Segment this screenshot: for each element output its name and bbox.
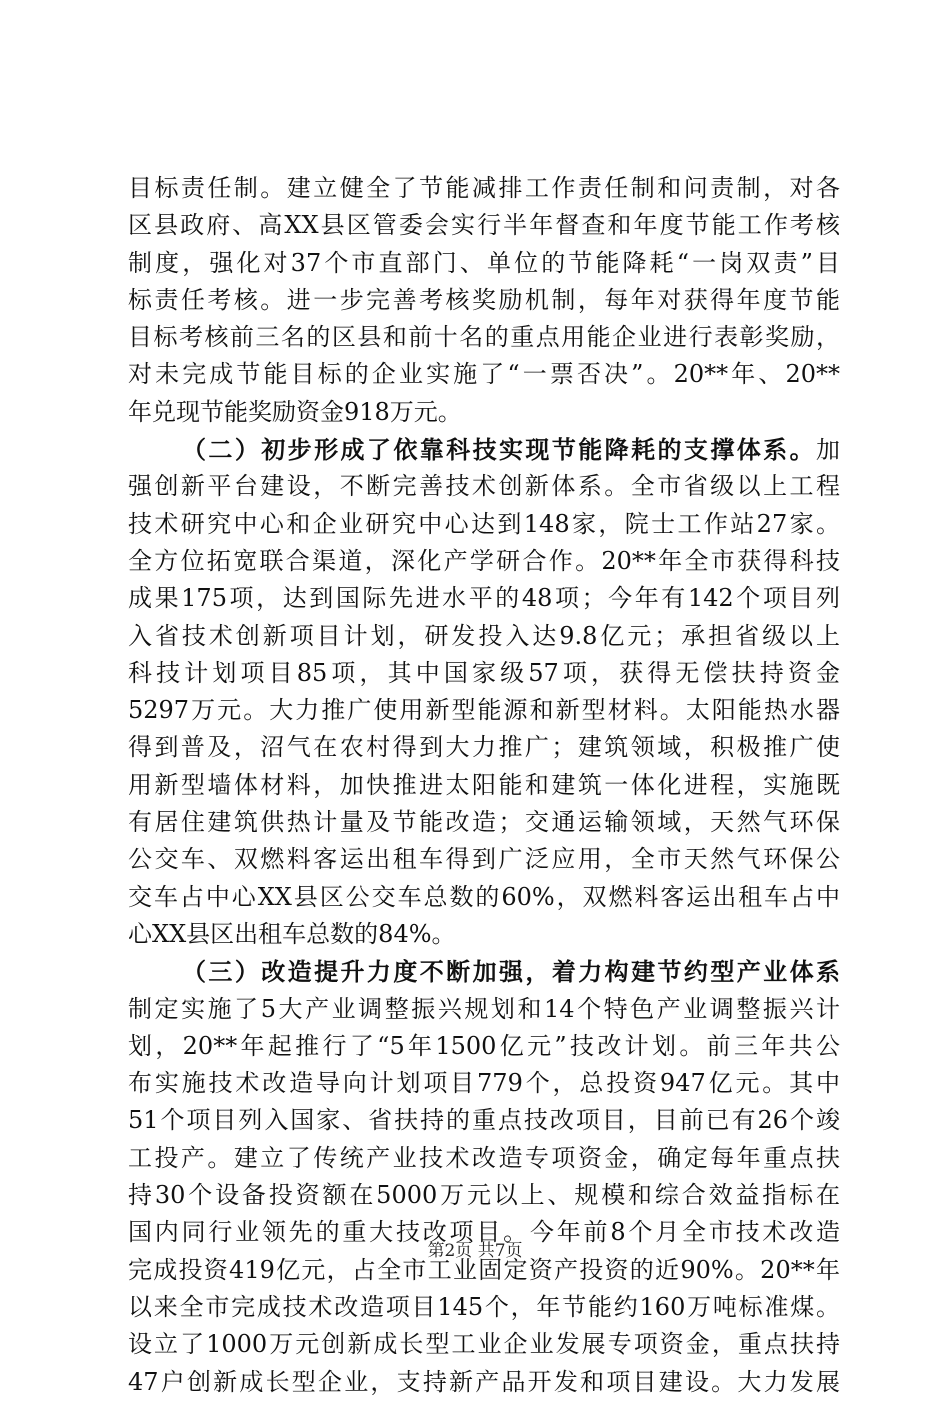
body-text	[128, 170, 840, 1401]
text-line: 公交车、双燃料客运出租车得到广泛应用，全市天然气环保公	[128, 845, 840, 874]
text-line: 科技计划项目85项，其中国家级57项，获得无偿扶持资金	[128, 658, 840, 687]
text-line: 47户创新成长型企业，支持新产品开发和项目建设。大力发展	[128, 1367, 840, 1396]
text-line: 完成投资419亿元，占全市工业固定资产投资的近90%。20**年	[128, 1255, 840, 1284]
text-line: 心XX县区出租车总数的84%。	[128, 919, 456, 948]
text-line: 强创新平台建设，不断完善技术创新体系。全市省级以上工程	[128, 472, 840, 501]
text-line: 用新型墙体材料，加快推进太阳能和建筑一体化进程，实施既	[128, 770, 840, 799]
section-heading: （三）改造提升力度不断加强，着力构建节约型产业体系	[182, 957, 840, 987]
text-line: 持30个设备投资额在5000万元以上、规模和综合效益指标在	[128, 1181, 840, 1210]
text-line: 全方位拓宽联合渠道，深化产学研合作。20**年全市获得科技	[128, 546, 840, 575]
text-run: 加	[816, 436, 840, 465]
text-line: 国内同行业领先的重大技改项目。今年前8个月全市技术改造	[128, 1218, 840, 1247]
text-line: 成果175项，达到国际先进水平的48项；今年有142个项目列	[128, 584, 840, 613]
text-line: 制度，强化对37个市直部门、单位的节能降耗“一岗双责”目	[128, 248, 840, 277]
text-line: 制定实施了5大产业调整振兴规划和14个特色产业调整振兴计	[128, 994, 840, 1023]
text-line: 标责任考核。进一步完善考核奖励机制，每年对获得年度节能	[128, 285, 840, 314]
text-line: 区县政府、高XX县区管委会实行半年督查和年度节能工作考核	[128, 211, 840, 240]
section-heading-line	[128, 431, 840, 468]
section-heading: （二）初步形成了依靠科技实现节能降耗的支撑体系。	[182, 435, 816, 465]
text-line: 5297万元。大力推广使用新型能源和新型材料。太阳能热水器	[128, 696, 840, 725]
text-line: 目标考核前三名的区县和前十名的重点用能企业进行表彰奖励，	[128, 323, 840, 352]
text-line: 年兑现节能奖励资金918万元。	[128, 397, 462, 426]
text-line: 入省技术创新项目计划，研发投入达9.8亿元；承担省级以上	[128, 621, 840, 650]
text-line: 布实施技术改造导向计划项目779个，总投资947亿元。其中	[128, 1069, 840, 1098]
text-line: 技术研究中心和企业研究中心达到148家，院士工作站27家。	[128, 509, 840, 538]
text-line: 有居住建筑供热计量及节能改造；交通运输领域，天然气环保	[128, 808, 840, 837]
text-line: 51个项目列入国家、省扶持的重点技改项目，目前已有26个竣	[128, 1106, 840, 1135]
text-line: 以来全市完成技术改造项目145个，年节能约160万吨标准煤。	[128, 1292, 840, 1321]
text-line: 交车占中心XX县区公交车总数的60%，双燃料客运出租车占中	[128, 882, 840, 911]
page-number: 第2页 共7页	[427, 1241, 523, 1261]
section-heading-line	[128, 953, 840, 990]
text-line: 目标责任制。建立健全了节能减排工作责任制和问责制，对各	[128, 174, 840, 202]
text-line: 工投产。建立了传统产业技术改造专项资金，确定每年重点扶	[128, 1143, 840, 1172]
text-line: 划，20**年起推行了“5年1500亿元”技改计划。前三年共公	[128, 1031, 840, 1060]
text-line: 设立了1000万元创新成长型工业企业发展专项资金，重点扶持	[128, 1330, 840, 1359]
text-line: 对未完成节能目标的企业实施了“一票否决”。20**年、20**	[128, 360, 840, 389]
text-line: 得到普及，沼气在农村得到大力推广；建筑领域，积极推广使	[128, 733, 840, 762]
